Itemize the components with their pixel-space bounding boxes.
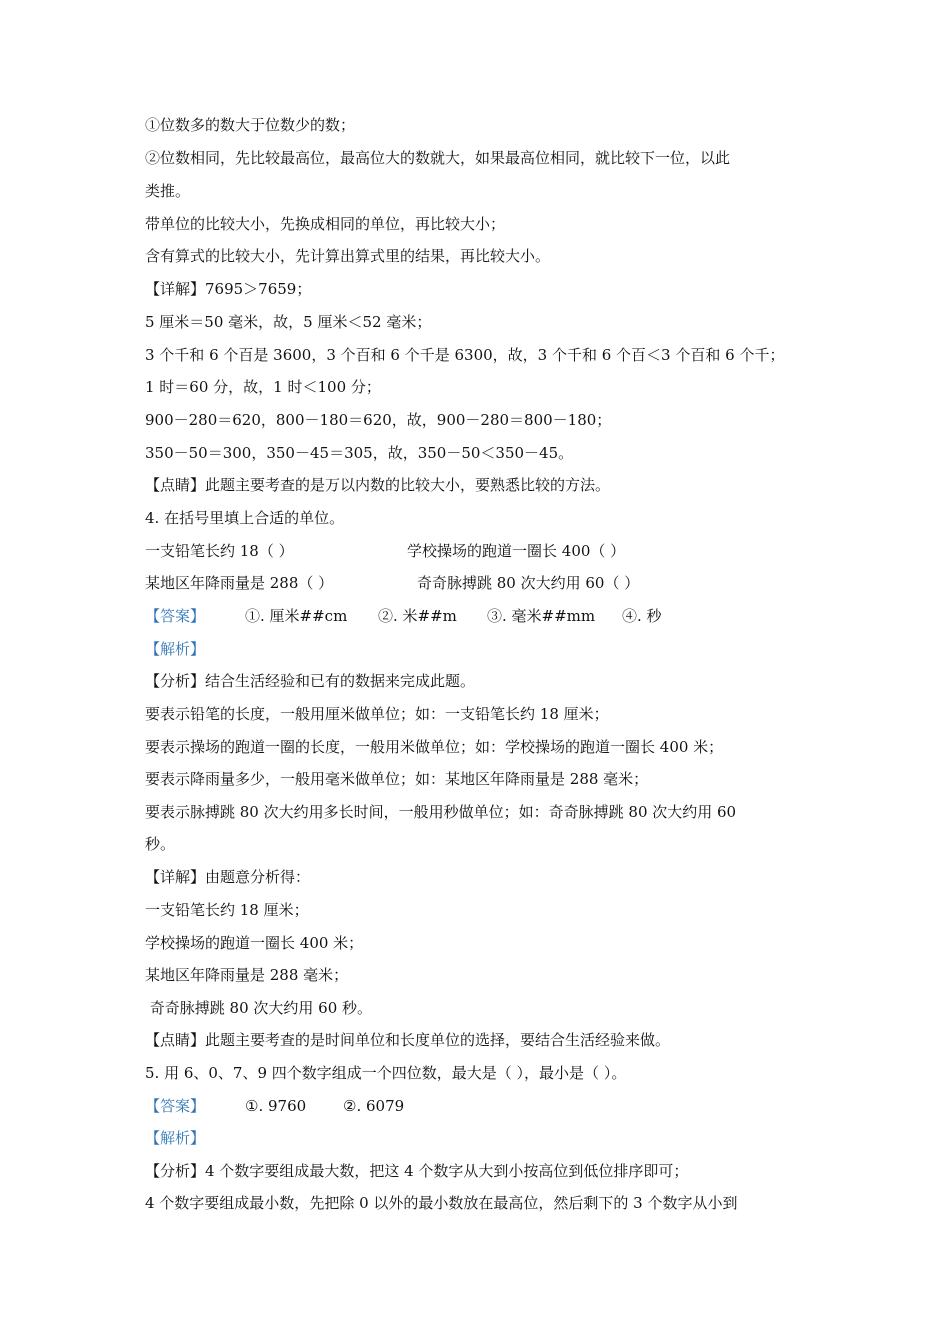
text-line: 要表示操场的跑道一圈的长度，一般用米做单位；如：学校操场的跑道一圈长 400 米； [145,738,724,756]
text-line: 【分析】结合生活经验和已有的数据来完成此题。 [145,672,476,690]
question-4-item-rainfall: 某地区年降雨量是 288（ ） [145,574,334,592]
text-line: 含有算式的比较大小，先计算出算式里的结果，再比较大小。 [145,247,551,265]
text-line: 学校操场的跑道一圈长 400 米； [145,934,364,952]
text-line: 【点睛】此题主要考查的是时间单位和长度单位的选择，要结合生活经验来做。 [145,1031,671,1049]
text-line: 900－280＝620，800－180＝620，故，900－280＝800－180； [145,411,612,429]
question-4-item-pulse: 奇奇脉搏跳 80 次大约用 60（ ） [417,574,640,592]
answer-label: 【答案】 [145,607,206,625]
text-line: 带单位的比较大小，先换成相同的单位，再比较大小； [145,215,506,233]
text-line: 350－50＝300，350－45＝305，故，350－50＜350－45。 [145,444,574,462]
text-line: 1 时＝60 分，故，1 时＜100 分； [145,378,381,396]
answer-item: ③. 毫米##mm [487,607,596,625]
answer-item: ④. 秒 [622,607,662,625]
question-4-row-1 [145,540,805,562]
answer-item: ①. 厘米##cm [245,607,348,625]
question-4-answer [145,605,805,627]
answer-item: ①. 9760 [245,1097,307,1115]
text-line: ②位数相同，先比较最高位，最高位大的数就大，如果最高位相同，就比较下一位，以此 [145,149,731,167]
analysis-label: 【解析】 [145,640,206,658]
answer-item: ②. 米##m [378,607,457,625]
text-line: 【详解】7695＞7659； [145,280,312,298]
text-line: 一支铅笔长约 18 厘米； [145,901,309,919]
text-line: 要表示铅笔的长度，一般用厘米做单位；如：一支铅笔长约 18 厘米； [145,705,609,723]
question-4-item-track: 学校操场的跑道一圈长 400（ ） [407,542,626,560]
text-line: 【详解】由题意分析得： [145,868,311,886]
text-line: 5 厘米＝50 毫米，故，5 厘米＜52 毫米； [145,313,432,331]
text-line: 【点睛】此题主要考查的是万以内数的比较大小，要熟悉比较的方法。 [145,476,611,494]
question-5-title: 5. 用 6、0、7、9 四个数字组成一个四位数，最大是（ ），最小是（ ）。 [145,1064,627,1082]
text-line: 要表示降雨量多少，一般用毫米做单位；如：某地区年降雨量是 288 毫米； [145,770,649,788]
text-line: 【分析】4 个数字要组成最大数，把这 4 个数字从大到小按高位到低位排序即可； [145,1162,689,1180]
question-4-title: 4. 在括号里填上合适的单位。 [145,509,345,527]
text-line: 要表示脉搏跳 80 次大约用多长时间，一般用秒做单位；如：奇奇脉搏跳 80 次大约用 60 [145,803,737,821]
text-line: 类推。 [145,182,191,200]
answer-item: ②. 6079 [343,1097,405,1115]
text-line: 某地区年降雨量是 288 毫米； [145,966,349,984]
question-5-answer [145,1095,545,1117]
text-line: 秒。 [145,835,176,853]
text-line: 3 个千和 6 个百是 3600，3 个百和 6 个千是 6300，故，3 个千和 6 个百＜3 个百和 6 个千； [145,346,785,364]
analysis-label: 【解析】 [145,1129,206,1147]
question-4-item-pencil: 一支铅笔长约 18（ ） [145,542,294,560]
question-4-row-2 [145,572,805,594]
text-line: 4 个数字要组成最小数，先把除 0 以外的最小数放在最高位，然后剩下的 3 个数字从小到 [145,1194,738,1212]
text-line: ①位数多的数大于位数少的数； [145,116,356,134]
text-line: 奇奇脉搏跳 80 次大约用 60 秒。 [145,999,373,1017]
answer-label: 【答案】 [145,1097,206,1115]
